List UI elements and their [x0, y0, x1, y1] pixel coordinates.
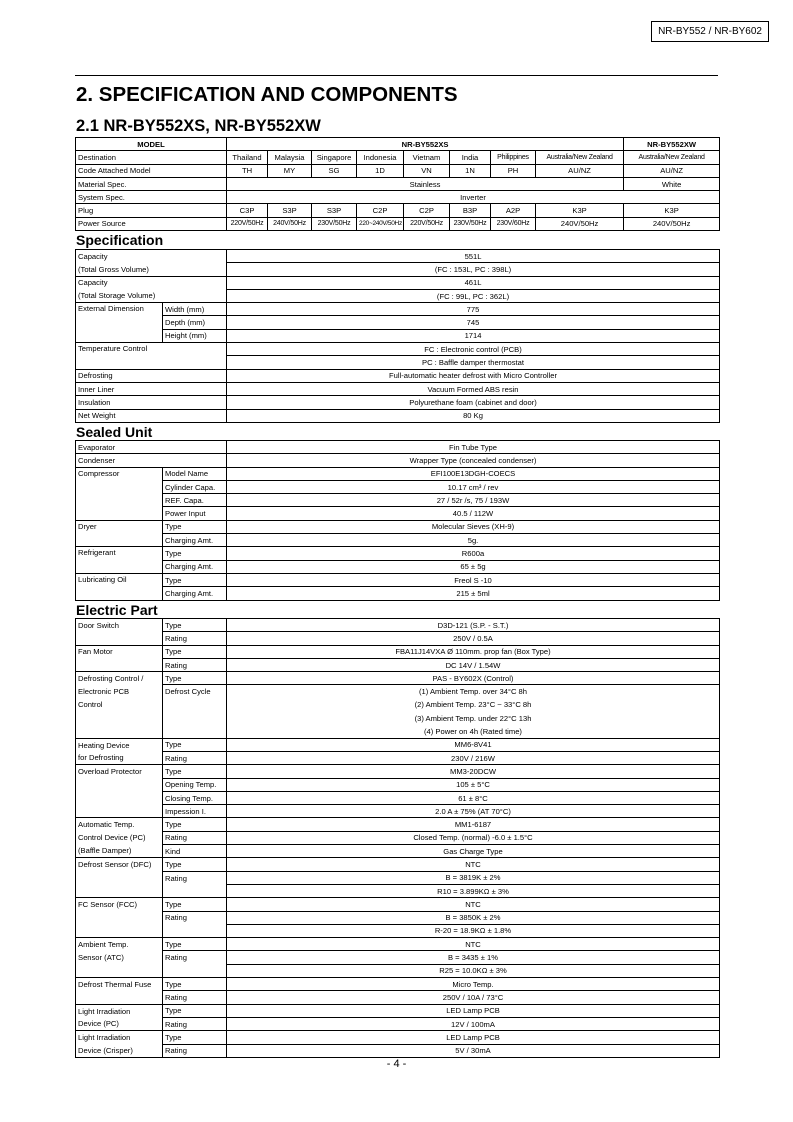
value-cell: 2.0 A ± 75% (AT 70°C) — [227, 805, 720, 818]
value-cell: Micro Temp. — [227, 978, 720, 991]
value-cell: (2) Ambient Temp. 23°C ~ 33°C 8h — [227, 698, 720, 711]
power-cell: 230V/50Hz — [450, 217, 491, 230]
value-cell: Freol S -10 — [227, 573, 720, 586]
plug-cell: A2P — [491, 204, 536, 217]
value-cell: FBA11J14VXA Ø 110mm. prop fan (Box Type) — [227, 645, 720, 658]
power-cell: 220V/50Hz — [227, 217, 268, 230]
row-label: Sensor (ATC) — [76, 951, 163, 964]
row-label: Capacity — [76, 250, 227, 263]
value-cell: LED Lamp PCB — [227, 1031, 720, 1044]
power-cell: 240V/50Hz — [268, 217, 312, 230]
sub-label: Type — [163, 619, 227, 632]
sub-label: Width (mm) — [163, 303, 227, 316]
row-label: Temperature Control — [76, 343, 227, 370]
value-cell: Vacuum Formed ABS resin — [227, 382, 720, 395]
model-xw-header: NR-BY552XW — [624, 138, 720, 151]
sub-label: Impession I. — [163, 805, 227, 818]
row-label: Overload Protector — [76, 765, 163, 778]
value-cell: MM6-8V41 — [227, 738, 720, 751]
value-cell: Polyurethane foam (cabinet and door) — [227, 396, 720, 409]
row-label: Destination — [76, 151, 227, 164]
row-label: Evaporator — [76, 441, 227, 454]
row-label: Insulation — [76, 396, 227, 409]
row-label: Defrost Sensor (DFC) — [76, 858, 163, 871]
value-cell: B = 3819K ± 2% — [227, 871, 720, 884]
value-cell: 250V / 10A / 73°C — [227, 991, 720, 1004]
specification-heading: Specification — [76, 232, 164, 248]
row-label: External Dimension — [76, 303, 163, 343]
sub-label: Rating — [163, 951, 227, 964]
sub-label: Rating — [163, 1044, 227, 1057]
sub-label: Kind — [163, 845, 227, 858]
row-label: System Spec. — [76, 191, 227, 204]
value-cell: MM1-6187 — [227, 818, 720, 831]
value-cell: Fin Tube Type — [227, 441, 720, 454]
value-cell: 10.17 cm³ / rev — [227, 480, 720, 493]
sub-label: Cylinder Capa. — [163, 480, 227, 493]
row-label: Plug — [76, 204, 227, 217]
value-cell: R600a — [227, 547, 720, 560]
value-cell: B = 3850K ± 2% — [227, 911, 720, 924]
material-xs: Stainless — [227, 177, 624, 190]
power-cell: 240V/50Hz — [624, 217, 720, 230]
row-label: Dryer — [76, 520, 163, 547]
value-cell: 551L — [227, 250, 720, 263]
model-header: MODEL — [76, 138, 227, 151]
plug-cell: B3P — [450, 204, 491, 217]
electric-part-table — [75, 618, 720, 1058]
value-cell: NTC — [227, 898, 720, 911]
sub-label: Type — [163, 1031, 227, 1044]
code-cell: MY — [268, 164, 312, 177]
value-cell: 61 ± 8°C — [227, 791, 720, 804]
value-cell: Molecular Sieves (XH-9) — [227, 520, 720, 533]
value-cell: 65 ± 5g — [227, 560, 720, 573]
destination-cell: Australia/New Zealand — [536, 151, 624, 164]
code-cell: VN — [404, 164, 450, 177]
plug-cell: S3P — [312, 204, 357, 217]
sub-label: Height (mm) — [163, 329, 227, 342]
row-label: Automatic Temp. — [76, 818, 163, 831]
value-cell: LED Lamp PCB — [227, 1004, 720, 1017]
value-cell: 5V / 30mA — [227, 1044, 720, 1057]
power-cell: 240V/50Hz — [536, 217, 624, 230]
material-xw: White — [624, 177, 720, 190]
value-cell: (4) Power on 4h (Rated time) — [227, 725, 720, 738]
header-rule — [75, 75, 718, 76]
row-label: (Baffle Damper) — [76, 845, 163, 858]
code-cell: AU/NZ — [624, 164, 720, 177]
value-cell: Full-automatic heater defrost with Micro Controller — [227, 369, 720, 382]
sub-label: Charging Amt. — [163, 534, 227, 547]
value-cell: MM3-20DCW — [227, 765, 720, 778]
code-cell: 1D — [357, 164, 404, 177]
value-cell: 27 / 52r /s, 75 / 193W — [227, 494, 720, 507]
plug-cell: C2P — [357, 204, 404, 217]
value-cell: Closed Temp. (normal) -6.0 ± 1.5°C — [227, 831, 720, 844]
power-cell: 230V/50Hz — [312, 217, 357, 230]
value-cell: 1714 — [227, 329, 720, 342]
row-label: Material Spec. — [76, 177, 227, 190]
sub-label: Rating — [163, 658, 227, 671]
sub-label: Type — [163, 978, 227, 991]
sub-label: Rating — [163, 751, 227, 764]
section-title: 2.1 NR-BY552XS, NR-BY552XW — [76, 117, 321, 135]
row-label: Capacity — [76, 276, 227, 289]
value-cell: 230V / 216W — [227, 751, 720, 764]
value-cell: PAS - BY602X (Control) — [227, 672, 720, 685]
row-label: FC Sensor (FCC) — [76, 898, 163, 911]
row-label: for Defrosting — [76, 751, 163, 764]
row-label: Inner Liner — [76, 382, 227, 395]
power-cell: 220V/50Hz — [404, 217, 450, 230]
specification-table — [75, 249, 720, 423]
sub-label: Model Name — [163, 467, 227, 480]
row-label: Fan Motor — [76, 645, 163, 658]
row-label: Defrosting — [76, 369, 227, 382]
sub-label: Defrost Cycle — [163, 685, 227, 698]
value-cell: D3D-121 (S.P. - S.T.) — [227, 619, 720, 632]
sub-label: Rating — [163, 911, 227, 924]
value-cell: NTC — [227, 858, 720, 871]
sub-label: Type — [163, 547, 227, 560]
sub-label: Type — [163, 645, 227, 658]
value-cell: 215 ± 5ml — [227, 587, 720, 600]
row-label: Compressor — [76, 467, 163, 520]
sealed-unit-table — [75, 440, 720, 601]
sub-label: Closing Temp. — [163, 791, 227, 804]
destination-cell: India — [450, 151, 491, 164]
sub-label: Type — [163, 1004, 227, 1017]
row-label: Door Switch — [76, 619, 163, 632]
row-label: Refrigerant — [76, 547, 163, 574]
value-cell: 5g. — [227, 534, 720, 547]
destination-cell: Philippines — [491, 151, 536, 164]
plug-cell: K3P — [536, 204, 624, 217]
sub-label: Type — [163, 573, 227, 586]
row-label: Light Irradiation — [76, 1004, 163, 1017]
destination-cell: Thailand — [227, 151, 268, 164]
value-cell: (FC : 153L, PC : 398L) — [227, 263, 720, 276]
row-label: Power Source — [76, 217, 227, 230]
model-xs-header: NR-BY552XS — [227, 138, 624, 151]
value-cell: DC 14V / 1.54W — [227, 658, 720, 671]
value-cell: 12V / 100mA — [227, 1017, 720, 1030]
value-cell: (1) Ambient Temp. over 34°C 8h — [227, 685, 720, 698]
value-cell: Wrapper Type (concealed condenser) — [227, 454, 720, 467]
page-title: 2. SPECIFICATION AND COMPONENTS — [76, 83, 458, 106]
sub-label: REF. Capa. — [163, 494, 227, 507]
sub-label: Opening Temp. — [163, 778, 227, 791]
row-label: Device (Crisper) — [76, 1044, 163, 1057]
sub-label: Depth (mm) — [163, 316, 227, 329]
row-label: Control — [76, 698, 163, 711]
row-label: Net Weight — [76, 409, 227, 422]
plug-cell: S3P — [268, 204, 312, 217]
value-cell: B = 3435 ± 1% — [227, 951, 720, 964]
row-label: (Total Storage Volume) — [76, 289, 227, 302]
row-label: Heating Device — [76, 738, 163, 751]
destination-cell: Australia/New Zealand — [624, 151, 720, 164]
destination-cell: Singapore — [312, 151, 357, 164]
sub-label: Rating — [163, 632, 227, 645]
sub-label: Rating — [163, 991, 227, 1004]
row-label: Electronic PCB — [76, 685, 163, 698]
value-cell: R10 = 3.899KΩ ± 3% — [227, 884, 720, 897]
electric-part-heading: Electric Part — [76, 602, 158, 618]
sub-label: Charging Amt. — [163, 560, 227, 573]
value-cell: 461L — [227, 276, 720, 289]
value-cell: 250V / 0.5A — [227, 632, 720, 645]
system-spec: Inverter — [227, 191, 720, 204]
plug-cell: K3P — [624, 204, 720, 217]
code-cell: TH — [227, 164, 268, 177]
value-cell: 745 — [227, 316, 720, 329]
sub-label: Rating — [163, 1017, 227, 1030]
model-table — [75, 137, 720, 231]
sub-label: Power Input — [163, 507, 227, 520]
sub-label: Rating — [163, 831, 227, 844]
value-cell: 105 ± 5°C — [227, 778, 720, 791]
row-label: Code Attached Model — [76, 164, 227, 177]
row-label: Lubricating Oil — [76, 573, 163, 600]
value-cell: (3) Ambient Temp. under 22°C 13h — [227, 712, 720, 725]
code-cell: 1N — [450, 164, 491, 177]
power-cell: 220~240V/50Hz — [357, 217, 404, 230]
page-number: - 4 - — [386, 1058, 407, 1070]
sub-label: Type — [163, 858, 227, 871]
sub-label: Type — [163, 898, 227, 911]
sub-label: Type — [163, 738, 227, 751]
row-label: Condenser — [76, 454, 227, 467]
sub-label: Type — [163, 938, 227, 951]
value-cell: 40.5 / 112W — [227, 507, 720, 520]
code-cell: SG — [312, 164, 357, 177]
sub-label: Type — [163, 818, 227, 831]
value-cell: R-20 = 18.9KΩ ± 1.8% — [227, 924, 720, 937]
value-cell: Gas Charge Type — [227, 845, 720, 858]
row-label: Device (PC) — [76, 1017, 163, 1030]
value-cell: FC : Electronic control (PCB) — [227, 343, 720, 356]
plug-cell: C2P — [404, 204, 450, 217]
destination-cell: Vietnam — [404, 151, 450, 164]
model-tag: NR-BY552 / NR-BY602 — [651, 21, 769, 42]
code-cell: AU/NZ — [536, 164, 624, 177]
row-label: Light Irradiation — [76, 1031, 163, 1044]
power-cell: 230V/60Hz — [491, 217, 536, 230]
sealed-unit-heading: Sealed Unit — [76, 424, 153, 440]
sub-label: Type — [163, 520, 227, 533]
value-cell: EFI100E13DGH-COECS — [227, 467, 720, 480]
sub-label: Charging Amt. — [163, 587, 227, 600]
value-cell: (FC : 99L, PC : 362L) — [227, 289, 720, 302]
value-cell: NTC — [227, 938, 720, 951]
value-cell: R25 = 10.0KΩ ± 3% — [227, 964, 720, 977]
row-label: (Total Gross Volume) — [76, 263, 227, 276]
row-label: Defrosting Control / — [76, 672, 163, 685]
plug-cell: C3P — [227, 204, 268, 217]
destination-cell: Malaysia — [268, 151, 312, 164]
value-cell: PC : Baffle damper thermostat — [227, 356, 720, 369]
sub-label: Type — [163, 672, 227, 685]
row-label: Ambient Temp. — [76, 938, 163, 951]
code-cell: PH — [491, 164, 536, 177]
row-label: Control Device (PC) — [76, 831, 163, 844]
value-cell: 80 Kg — [227, 409, 720, 422]
sub-label: Type — [163, 765, 227, 778]
sub-label: Rating — [163, 871, 227, 884]
destination-cell: Indonesia — [357, 151, 404, 164]
value-cell: 775 — [227, 303, 720, 316]
row-label: Defrost Thermal Fuse — [76, 978, 163, 991]
